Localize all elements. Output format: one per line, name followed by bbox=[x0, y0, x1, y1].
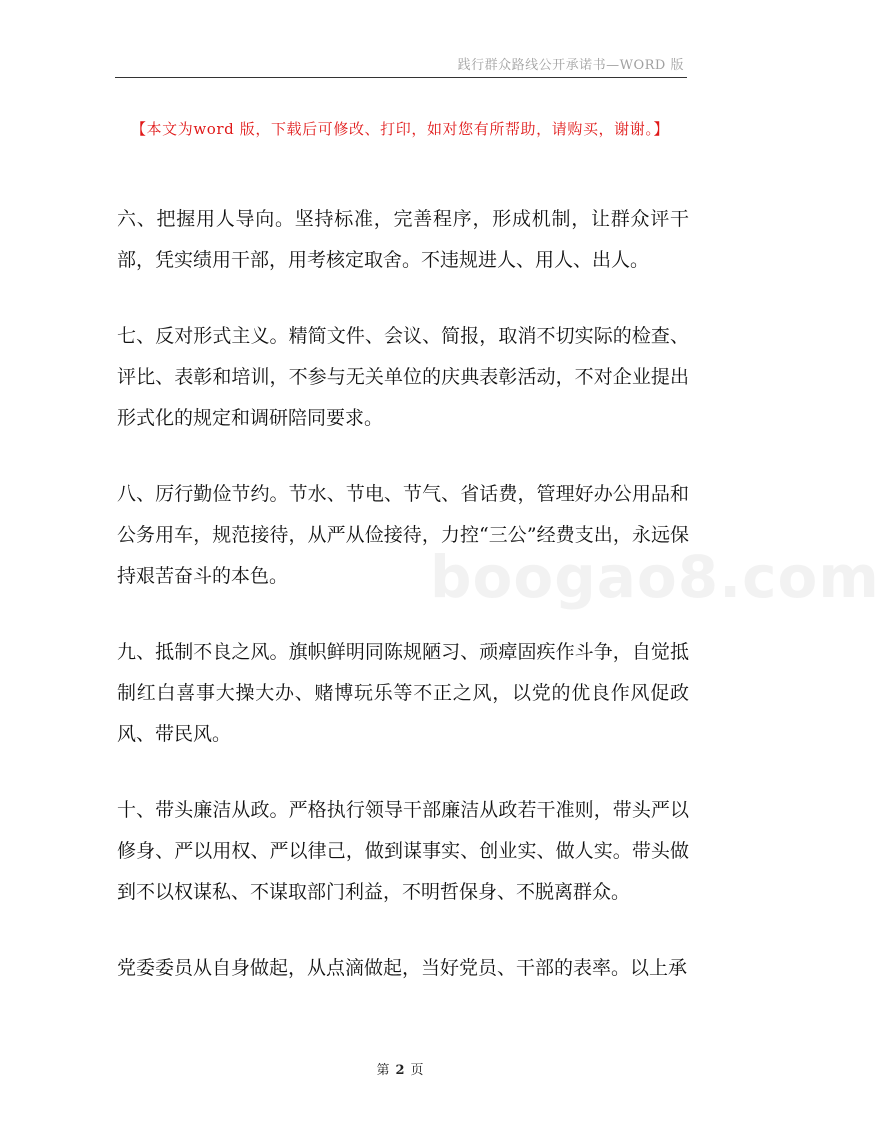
running-header-title: 践行群众路线公开承诺书—WORD 版 bbox=[457, 58, 684, 73]
document-body bbox=[117, 199, 689, 989]
footer-prefix: 第 bbox=[376, 1063, 390, 1078]
paragraph-nine: 九、抵制不良之风。旗帜鲜明同陈规陋习、顽瘴固疾作斗争，自觉抵制红白喜事大操大办、赌博玩乐等不正之风，以党的优良作风促政风、带民风。 bbox=[117, 641, 689, 745]
paragraph-six: 六、把握用人导向。坚持标准，完善程序，形成机制，让群众评干部，凭实绩用干部，用考核定取舍。不违规进人、用人、出人。 bbox=[117, 208, 689, 271]
paragraph-eight: 八、厉行勤俭节约。节水、节电、节气、省话费，管理好办公用品和公务用车，规范接待，从严从俭接待，力控“三公”经费支出，永远保持艰苦奋斗的本色。 bbox=[117, 483, 689, 587]
page-number: 2 bbox=[395, 1063, 405, 1078]
paragraph-closing: 党委委员从自身做起，从点滴做起，当好党员、干部的表率。以上承 bbox=[117, 957, 688, 979]
paragraph-ten: 十、带头廉洁从政。严格执行领导干部廉洁从政若干准则，带头严以修身、严以用权、严以律己，做到谋事实、创业实、做人实。带头做到不以权谋私、不谋取部门利益，不明哲保身、不脱离群众。 bbox=[117, 799, 689, 903]
download-notice: 【本文为word 版，下载后可修改、打印，如对您有所帮助，请购买，谢谢。】 bbox=[130, 120, 670, 138]
footer-suffix: 页 bbox=[410, 1063, 424, 1078]
paragraph-seven: 七、反对形式主义。精简文件、会议、简报，取消不切实际的检查、评比、表彰和培训，不参与无关单位的庆典表彰活动，不对企业提出形式化的规定和调研陪同要求。 bbox=[117, 325, 689, 429]
page-footer bbox=[0, 1059, 800, 1078]
header-divider bbox=[115, 77, 687, 78]
site-watermark: boogao8.com bbox=[430, 543, 880, 611]
